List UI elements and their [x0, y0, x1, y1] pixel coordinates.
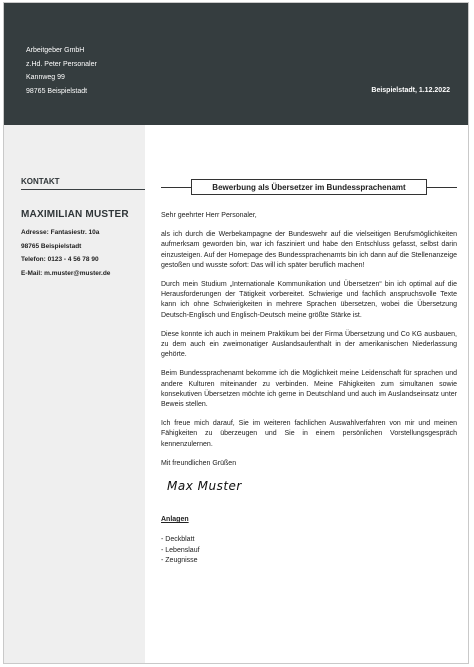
kontakt-heading: KONTAKT: [21, 177, 60, 186]
recipient-company: Arbeitgeber GmbH: [26, 47, 85, 54]
contact-sidebar: [4, 125, 145, 664]
contact-details: [21, 226, 110, 280]
letter-subject: Bewerbung als Übersetzer im Bundessprachenamt: [191, 179, 427, 195]
contact-address: Adresse: Fantasiestr. 10a: [21, 229, 100, 236]
kontakt-divider: [21, 189, 145, 190]
applicant-name: MAXIMILIAN MUSTER: [21, 209, 129, 220]
letter-body: [161, 211, 457, 566]
handwritten-signature: Max Muster: [167, 479, 242, 494]
letter-paragraph: als ich durch die Werbekampagne der Bundeswehr auf die vielseitigen Berufsmöglichkeiten aufmerksam geworden bin, war ich fasziniert und habe den Entschluss gefasst, selbst darin einzusteigen. Auf der Homepage des Bundessprachenamts bin ich dann auf die Stellenanzeige gestoßen und wusste sofort: Das will ich später beruflich machen!: [161, 231, 457, 269]
letter-closing: Mit freundlichen Grüßen: [161, 459, 237, 467]
contact-email: E-Mail: m.muster@muster.de: [21, 269, 111, 277]
letter-paragraph: Ich freue mich darauf, Sie im weiteren fachlichen Auswahlverfahren von mir und meinen Fähigkeiten zu überzeugen und Sie in einem persönlichen Vorstellungsgespräch kennenzulernen.: [161, 420, 457, 448]
letter-header: [4, 3, 468, 125]
recipient-contact: z.Hd. Peter Personaler: [26, 60, 97, 68]
letter-date: Beispielstadt, 1.12.2022: [371, 87, 450, 94]
anlagen-item: - Lebenslauf: [161, 546, 200, 554]
anlagen-list: [161, 535, 457, 566]
contact-city: 98765 Beispielstadt: [21, 242, 82, 250]
recipient-street: Kannweg 99: [26, 74, 65, 81]
recipient-city: 98765 Beispielstadt: [26, 87, 88, 95]
letter-page: [3, 2, 469, 664]
anlagen-heading: Anlagen: [161, 516, 189, 524]
anlagen-item: - Zeugnisse: [161, 556, 198, 564]
contact-phone: Telefon: 0123 - 4 56 78 90: [21, 256, 99, 263]
anlagen-item: - Deckblatt: [161, 536, 195, 544]
letter-paragraph: Durch mein Studium „Internationale Kommunikation und Übersetzen“ bin ich optimal auf die Herausforderungen der Tätigkeit vorbereitet. Schwierige und fachlich anspruchsvolle Texte kann ich ohne Schwierigkeiten in mehrere Sprachen übersetzen, wobei die Übersetzung Deutsch-Englisch und Englisch-Deutsch meine größte Stärke ist.: [161, 281, 457, 319]
letter-paragraph: Diese konnte ich auch in meinem Praktikum bei der Firma Übersetzung und Co KG ausbauen, zu dem auch ein zweimonatiger Auslandsaufenthalt in der amerikanischen Niederlassung gehörte.: [161, 330, 457, 359]
recipient-address: [26, 44, 97, 98]
letter-greeting: Sehr geehrter Herr Personaler,: [161, 212, 257, 219]
letter-paragraph: Beim Bundessprachenamt bekomme ich die Möglichkeit meine Leidenschaft für sprachen und andere Kulturen miteinander zu verbinden. Meine Fähigkeiten zum simultanen sowie konsekutiven Übersetzen möchte ich gerne in Deutschland und auch im Auslandseinsatz unter Beweis stellen.: [161, 370, 457, 409]
